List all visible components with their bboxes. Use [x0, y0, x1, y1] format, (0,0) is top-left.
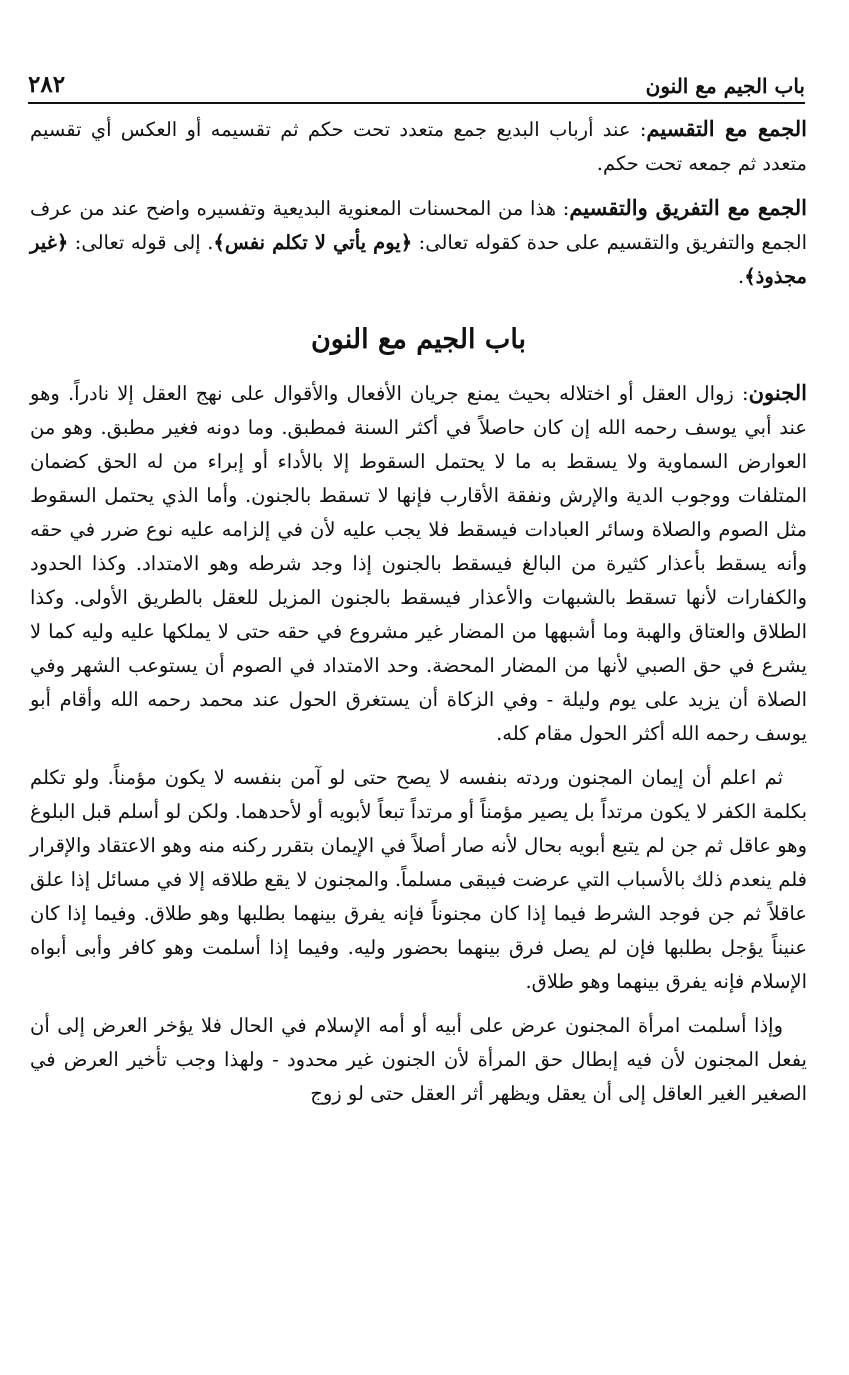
paragraph: وإذا أسلمت امرأة المجنون عرض على أبيه أو أمه الإسلام في الحال فلا يؤخر العرض إلى أن يفعل المجنون لأن فيه إبطال حق المرأة لأن الجنون غير محدود - ولهذا وجب تأخير العرض في الصغير الغير العاقل إلى أن يعقل ويظهر أثر العقل حتى لو زوج	[30, 1014, 807, 1105]
paragraph: ثم اعلم أن إيمان المجنون وردته بنفسه لا يصح حتى لو آمن بنفسه لا يكون مؤمناً. ولو تكلم بكلمة الكفر لا يكون مرتداً بل يصير مؤمناً أو مرتداً تبعاً لأبويه أو لأحدهما. ولكن لو أسلم قبل البلوغ وهو عاقل ثم جن لم يتبع أبويه بحال لأنه صار أصلاً في الإيمان بتقرر ركنه منه وهو الاعتقاد والإقرار فلم ينعدم ذلك بالأسباب التي عرضت فيبقى مسلماً. والمجنون لا يقع طلاقه إلا في مسائل إذا علق عاقلاً ثم جن فوجد الشرط فيما إذا كان مجنوناً فإنه يفرق بينهما بطلبها وهو طلاق. وفيما إذا كان عنيناً يؤجل بطلبها فإن لم يصل فرق بينهما بحضور وليه. وفيما إذا أسلمت وهو كافر وأبى أبواه الإسلام فإنه يفرق بينهما وهو طلاق.	[30, 766, 807, 993]
entry-term: الجنون	[748, 380, 807, 405]
quran-quote: ﴿غير مجذوذ﴾	[30, 231, 807, 288]
running-title: باب الجيم مع النون	[645, 74, 805, 98]
quran-quote: ﴿يوم يأتي لا تكلم نفس﴾	[213, 231, 413, 254]
entry-term: الجمع مع التفريق والتقسيم	[569, 195, 807, 220]
page-number: ٢٨٢	[28, 71, 66, 98]
entry-definition: : عند أرباب البديع جمع متعدد تحت حكم ثم تقسيمه أو العكس أي تقسيم متعدد ثم جمعه تحت حكم.	[30, 118, 807, 175]
entry-definition-end: .	[738, 265, 745, 288]
entry-definition: : زوال العقل أو اختلاله بحيث يمنع جريان الأفعال والأقوال على نهج العقل إلا نادراً. وهو عند أبي يوسف رحمه الله إن كان حاصلاً في أكثر السنة فمطبق. وما دونه فغير مطبق. وهو من العوارض السماوية ولا يسقط به ما لا يحتمل السقوط إلا بالأداء أو إبراء من له الحق كضمان المتلفات ووجوب الدية والإرش ونفقة الأقارب فإنها لا تسقط بالجنون. وأما الذي يحتمل السقوط مثل الصوم والصلاة وسائر العبادات فيسقط فلا يجب عليه لأن في إلزامه عليه نوع ضرر في حقه وأنه يسقط بأعذار كثيرة من البالغ فيسقط بالجنون إذا وجد شرطه وهو الامتداد. وكذا الحدود والكفارات لأنها تسقط بالشبهات والأعذار فيسقط بالجنون المزيل للعقل بالطريق الأولى. وكذا الطلاق والعتاق والهبة وما أشبهها من المضار غير مشروع في حقه حتى لا يملكها عليه وليه كما لا يشرع في حق الصبي لأنها من المضار المحضة. وحد الامتداد في الصوم أن يستوعب الشهر وفي الصلاة أن يزيد على يوم وليلة - وفي الزكاة أن يستغرق الحول عند محمد رحمه الله وأقام أبو يوسف رحمه الله أكثر الحول مقام كله.	[30, 382, 807, 745]
entry-jam-tafriq-taqsim	[30, 191, 807, 294]
section-title: باب الجيم مع النون	[310, 324, 527, 355]
entry-jam-taqsim	[30, 112, 807, 181]
entry-definition: : هذا من المحسنات المعنوية البديعية وتفسيره واضح عند من عرف الجمع والتفريق والتقسيم على حدة كقوله تعالى:	[30, 197, 807, 254]
entry-junun	[30, 376, 807, 751]
page-body	[30, 112, 807, 1119]
entry-definition-cont: . إلى قوله تعالى:	[68, 231, 214, 254]
page-header	[28, 58, 805, 104]
entry-term: الجمع مع التقسيم	[646, 116, 807, 141]
